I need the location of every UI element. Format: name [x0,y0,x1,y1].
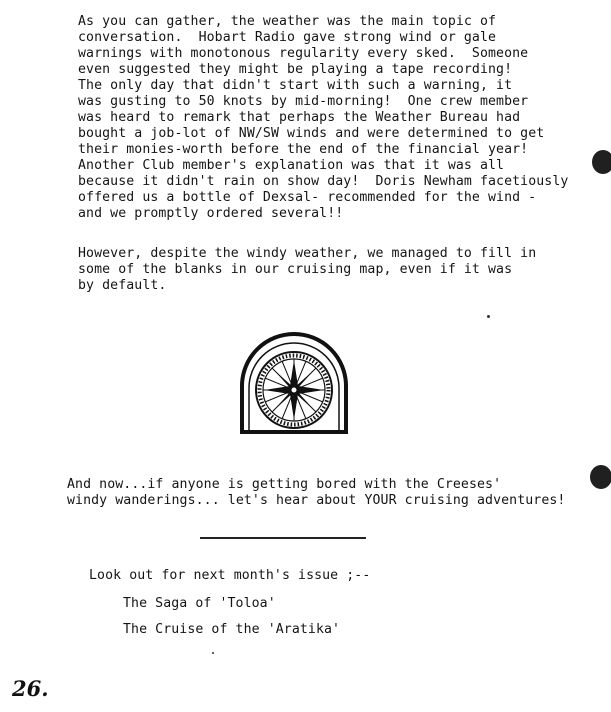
text-line: conversation. Hobart Radio gave strong wind or gale [78,30,497,45]
binder-hole [590,465,611,489]
text-line: As you can gather, the weather was the main topic of [78,14,497,29]
text-line: windy wanderings... let's hear about YOUR cruising adventures! [67,493,566,508]
text-line: The only day that didn't start with such a warning, it [78,78,513,93]
text-line: even suggested they might be playing a tape recording! [78,62,513,77]
text-line: and we promptly ordered several!! [78,206,344,221]
text-line: their monies-worth before the end of the financial year! [78,142,529,157]
text-line: some of the blanks in our cruising map, even if it was [78,262,513,277]
text-line: was heard to remark that perhaps the Weather Bureau had [78,110,521,125]
text-line: offered us a bottle of Dexsal- recommended for the wind - [78,190,537,205]
text-line: bought a job-lot of NW/SW winds and were determined to get [78,126,545,141]
text-line: by default. [78,278,167,293]
text-line: However, despite the windy weather, we managed to fill in [78,246,537,261]
text-line: And now...if anyone is getting bored with the Creeses' [67,477,502,492]
speck [487,315,490,318]
text-line: was gusting to 50 knots by mid-morning! One crew member [78,94,529,109]
page-number: 26. [12,676,49,701]
text-line: because it didn't rain on show day! Doris Newham facetiously [78,174,569,189]
next-issue-heading: Look out for next month's issue ;-- [89,568,371,583]
compass-rose-illustration [238,330,350,434]
text-line: warnings with monotonous regularity every sked. Someone [78,46,529,61]
speck [212,652,214,654]
next-issue-item: The Saga of 'Toloa' [123,596,276,611]
binder-hole [592,150,611,174]
horizontal-rule [200,537,366,539]
next-issue-item: The Cruise of the 'Aratika' [123,622,341,637]
text-line: Another Club member's explanation was that it was all [78,158,505,173]
